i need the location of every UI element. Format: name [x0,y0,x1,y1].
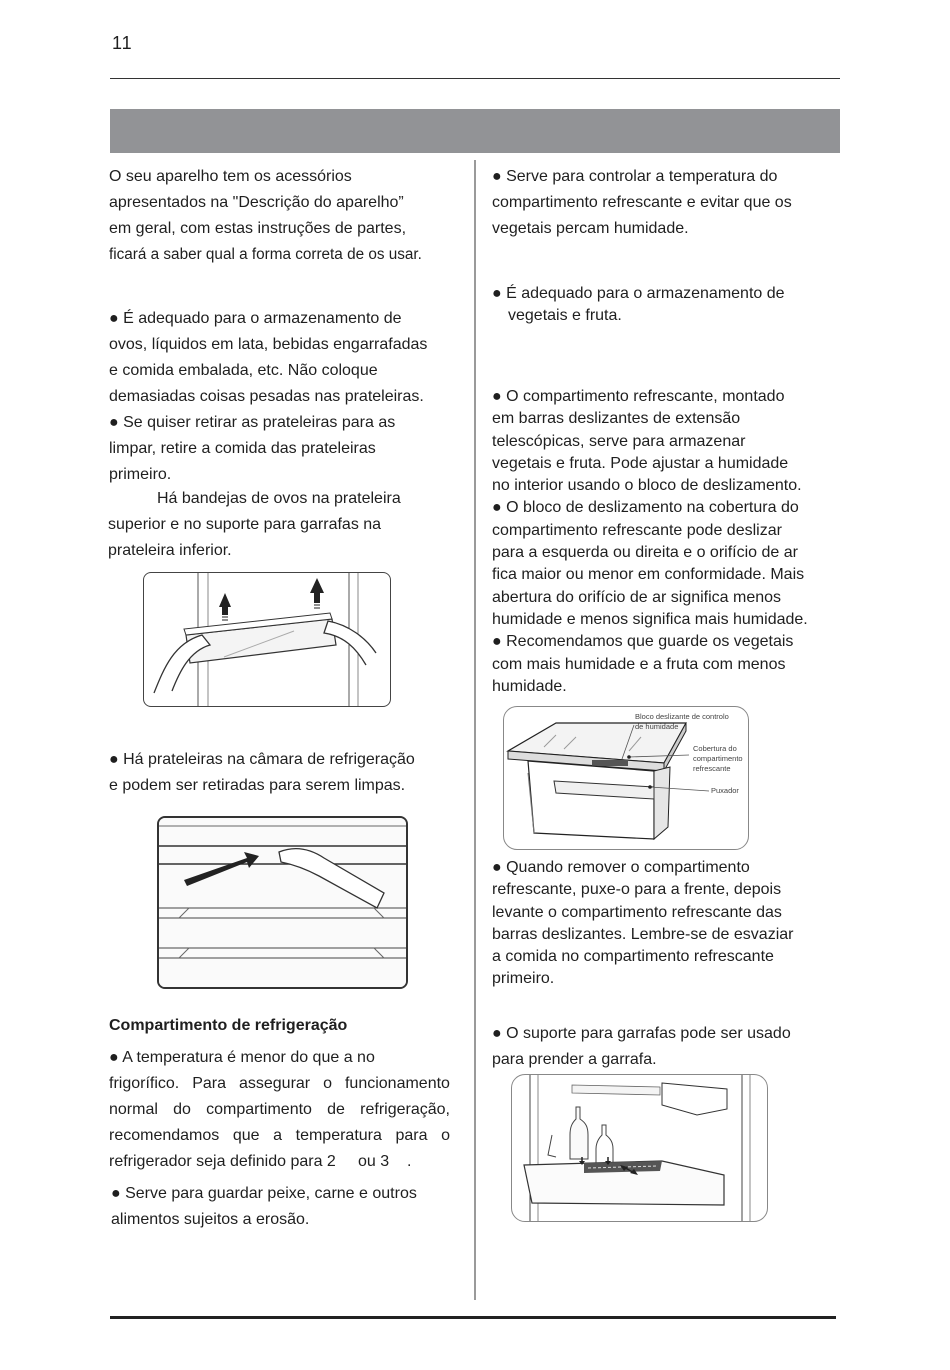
text-line: O seu aparelho tem os acessórios [109,168,352,185]
crisper-diagram [503,706,749,850]
text-line: abertura do orifício de ar significa menos [492,588,782,606]
text-line: em barras deslizantes de extensão [492,410,741,428]
door-shelf-illustration [143,572,391,707]
text-line: e comida embalada, etc. Não coloque [109,362,378,379]
label-line: Bloco deslizante de controlo [635,712,729,721]
door-shelf-drawing [144,573,390,706]
top-divider [110,78,840,79]
text-line: vegetais e fruta. [508,307,622,325]
text-line: telescópicas, serve para armazenar [492,432,746,450]
text-line: com mais humidade e a fruta com menos [492,655,786,673]
chiller-heading: Compartimento de refrigeração [109,1017,348,1034]
text-line: ● Se quiser retirar as prateleiras para as [109,414,396,431]
label-line: de humidade [635,722,679,731]
text-line: vegetais e fruta. Pode ajustar a humidade [492,454,789,472]
text-line: fica maior ou menor em conformidade. Mais [492,566,805,584]
chiller-use-paragraph [111,1181,417,1233]
text-line: alimentos sujeitos a erosão. [111,1211,310,1228]
text-line: ● O suporte para garrafas pode ser usado [492,1025,791,1042]
text-line: ● É adequado para o armazenamento de [492,285,785,302]
bottom-divider [110,1316,836,1319]
label-line: compartimento [693,754,743,763]
text-line: no interior usando o bloco de deslizamento. [492,477,802,495]
intro-paragraph [109,164,422,268]
word: refrigeração, [360,1101,450,1118]
text-line: primeiro. [109,466,172,483]
diagram-label-cover [693,744,743,774]
diagram-label-slider [635,712,729,732]
text-line: refrigerador seja definido para 2 ou 3 . [109,1153,412,1170]
fridge-shelves-paragraph [109,747,415,799]
text-line: humidade e menos significa mais humidade. [492,610,808,628]
text-line: ● É adequado para o armazenamento de [109,310,402,327]
text-line: levante o compartimento refrescante das [492,903,782,921]
word: frigorífico. [109,1075,180,1092]
page-number: 11 [112,33,133,53]
word: para [395,1127,428,1144]
text-line: a comida no compartimento refrescante [492,948,774,966]
word: o [441,1127,450,1144]
word: o [323,1075,333,1092]
remove-paragraph [492,857,793,991]
bottle-paragraph [492,1021,791,1073]
label-line: refrescante [693,764,731,773]
text-line [109,1123,450,1149]
text-line: barras deslizantes. Lembre-se de esvaziar [492,925,794,943]
section-header-band [110,109,840,153]
text-line: ● O compartimento refrescante, montado [492,388,785,405]
text-line: demasiadas coisas pesadas nas prateleiras. [109,388,424,405]
glass-shelf-illustration [157,816,408,989]
column-divider [474,160,476,1300]
text-line: primeiro. [492,970,555,988]
word: normal [109,1101,158,1118]
text-line: apresentados na "Descrição do aparelho” [109,194,404,211]
word: de [327,1101,345,1118]
text-line: para prender a garrafa. [492,1051,657,1068]
word: funcionamento [344,1075,450,1092]
text-line: vegetais percam humidade. [492,220,689,237]
text-line: Há bandejas de ovos na prateleira [157,490,401,507]
word: compartimento [206,1101,312,1118]
word: a [273,1127,283,1144]
word: temperatura [295,1127,382,1144]
word: assegurar [238,1075,311,1092]
text-line: para a esquerda ou direita e o orifício de ar [492,544,798,562]
text-line: prateleira inferior. [108,542,232,559]
text-line: compartimento refrescante pode deslizar [492,521,782,539]
label-line: Cobertura do [693,744,737,753]
text-line: ● Quando remover o compartimento [492,859,750,876]
crisper-paragraph [492,386,808,698]
text-line: ficará a saber qual a forma correta de os usar. [109,246,422,263]
word: Para [192,1075,227,1092]
text-line: ● A temperatura é menor do que a no [109,1049,375,1066]
text-line: ● Serve para controlar a temperatura do [492,168,778,185]
text-line: ● O bloco de deslizamento na cobertura do [492,499,799,517]
text-line: compartimento refrescante e evitar que os [492,194,792,211]
glass-shelf-drawing [159,818,406,987]
bottle-holder-drawing [512,1075,767,1221]
word: que [232,1127,260,1144]
text-line: ● Há prateleiras na câmara de refrigeração [109,751,415,768]
temperature-paragraph [492,164,792,242]
text-line: ● Recomendamos que guarde os vegetais [492,633,794,651]
text-line: superior e no suporte para garrafas na [108,516,382,533]
text-line [109,1071,450,1097]
text-line: em geral, com estas instruções de partes, [109,220,407,237]
vegetables-paragraph [492,283,785,328]
shelves-paragraph [109,306,427,488]
text-line: ovos, líquidos em lata, bebidas engarrafadas [109,336,428,353]
word: do [173,1101,191,1118]
bottle-holder-illustration [511,1074,768,1222]
chiller-paragraph [109,1045,450,1175]
text-line [109,1097,450,1123]
eggs-paragraph [108,486,401,564]
word: recomendamos [109,1127,220,1144]
text-line: limpar, retire a comida das prateleiras [109,440,376,457]
text-line: e podem ser retiradas para serem limpas. [109,777,406,794]
diagram-label-handle: Puxador [711,786,739,795]
text-line: refrescante, puxe-o para a frente, depois [492,881,782,899]
text-line: humidade. [492,677,567,695]
text-line: ● Serve para guardar peixe, carne e outros [111,1185,417,1202]
